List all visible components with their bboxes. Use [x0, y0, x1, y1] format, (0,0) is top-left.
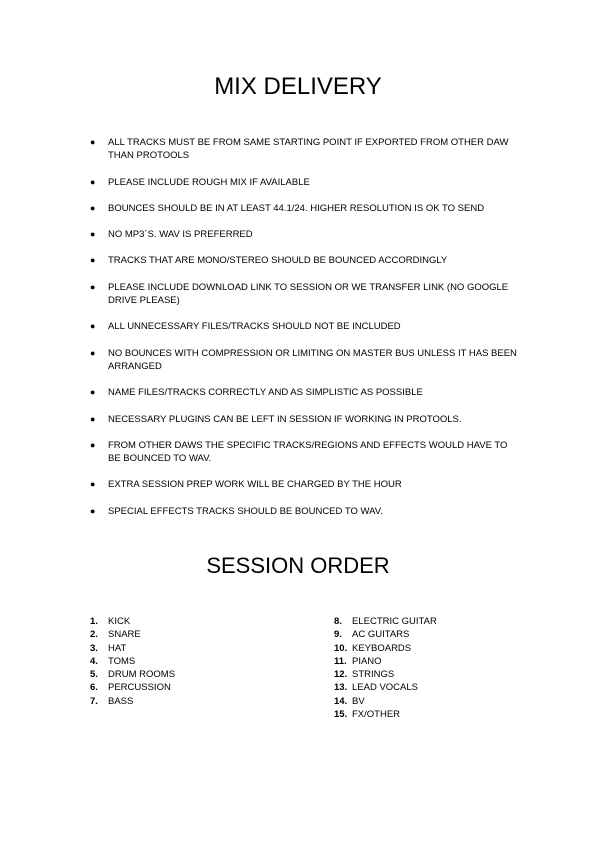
list-item-label: KEYBOARDS — [352, 642, 412, 654]
bullet-icon: ● — [90, 387, 96, 398]
delivery-requirements-list — [90, 136, 522, 531]
bullet-icon: ● — [90, 176, 96, 187]
list-item — [90, 202, 522, 215]
list-item — [334, 681, 437, 694]
list-item — [90, 281, 522, 308]
list-item-number: 2. — [90, 629, 98, 641]
bullet-icon: ● — [90, 413, 96, 424]
list-item-label: FX/OTHER — [352, 709, 401, 721]
list-item — [334, 628, 437, 641]
list-item-number: 10. — [334, 642, 348, 654]
bullet-icon: ● — [90, 321, 96, 332]
bullet-icon: ● — [90, 347, 96, 358]
list-item — [90, 413, 522, 426]
list-item-label: BV — [352, 695, 365, 707]
list-item — [334, 695, 437, 708]
list-item — [90, 668, 175, 681]
list-item-text: ALL TRACKS MUST BE FROM SAME STARTING POINT IF EXPORTED FROM OTHER DAW THAN PROTOOLS — [108, 137, 509, 162]
list-item-text: NAME FILES/TRACKS CORRECTLY AND AS SIMPLISTIC AS POSSIBLE — [108, 387, 423, 399]
list-item-label: STRINGS — [352, 669, 395, 681]
list-item — [334, 655, 437, 668]
list-item-label: BASS — [108, 695, 134, 707]
bullet-icon: ● — [90, 202, 96, 213]
list-item-number: 1. — [90, 616, 98, 627]
list-item-label: PERCUSSION — [108, 682, 171, 694]
list-item — [334, 642, 437, 655]
list-item — [90, 176, 522, 189]
list-item-text: NO MP3´S. WAV IS PREFERRED — [108, 229, 253, 241]
list-item-text: TRACKS THAT ARE MONO/STEREO SHOULD BE BOUNCED ACCORDINGLY — [108, 255, 448, 267]
list-item-text: PLEASE INCLUDE DOWNLOAD LINK TO SESSION OR WE TRANSFER LINK (NO GOOGLE DRIVE PLEASE) — [108, 281, 509, 307]
bullet-icon: ● — [90, 439, 96, 450]
list-item-label: AC GUITARS — [352, 629, 410, 641]
list-item-number: 5. — [90, 669, 98, 681]
list-item — [90, 695, 175, 708]
list-item — [90, 505, 522, 518]
list-item-label: DRUM ROOMS — [108, 669, 176, 681]
list-item-text: BOUNCES SHOULD BE IN AT LEAST 44.1/24. HIGHER RESOLUTION IS OK TO SEND — [108, 202, 485, 214]
session-order-left-column — [90, 615, 175, 708]
list-item-text: NO BOUNCES WITH COMPRESSION OR LIMITING ON MASTER BUS UNLESS IT HAS BEEN ARRANGED — [108, 347, 517, 372]
list-item-label: LEAD VOCALS — [352, 682, 418, 694]
list-item-number: 9. — [334, 629, 342, 641]
list-item-number: 4. — [90, 655, 98, 667]
bullet-icon: ● — [90, 255, 96, 266]
list-item — [90, 439, 522, 466]
list-item-label: PIANO — [352, 655, 382, 667]
list-item — [334, 708, 437, 721]
list-item-label: HAT — [108, 642, 127, 654]
list-item-number: 8. — [334, 616, 342, 627]
bullet-icon: ● — [90, 479, 96, 490]
list-item-text: PLEASE INCLUDE ROUGH MIX IF AVAILABLE — [108, 176, 310, 188]
list-item-text: SPECIAL EFFECTS TRACKS SHOULD BE BOUNCED TO WAV. — [108, 505, 383, 517]
list-item-number: 14. — [334, 695, 348, 707]
list-item-number: 15. — [334, 709, 348, 721]
list-item — [90, 628, 175, 641]
list-item — [90, 136, 522, 163]
list-item — [90, 655, 175, 668]
list-item — [90, 254, 522, 267]
list-item-label: TOMS — [108, 655, 136, 667]
list-item — [90, 347, 522, 374]
list-item-label: SNARE — [108, 629, 141, 641]
list-item-text: EXTRA SESSION PREP WORK WILL BE CHARGED BY THE HOUR — [108, 479, 402, 491]
list-item-label: ELECTRIC GUITAR — [352, 616, 437, 627]
list-item-number: 7. — [90, 695, 98, 707]
list-item-number: 6. — [90, 682, 98, 694]
bullet-icon: ● — [90, 229, 96, 240]
list-item — [90, 228, 522, 241]
list-item — [90, 320, 522, 333]
list-item — [90, 386, 522, 399]
list-item — [90, 642, 175, 655]
list-item-number: 3. — [90, 642, 98, 654]
session-order-right-column — [334, 615, 437, 721]
page-title: MIX DELIVERY — [214, 73, 382, 100]
list-item-text: ALL UNNECESSARY FILES/TRACKS SHOULD NOT BE INCLUDED — [108, 321, 401, 333]
list-item-text: NECESSARY PLUGINS CAN BE LEFT IN SESSION IF WORKING IN PROTOOLS. — [108, 413, 462, 425]
bullet-icon: ● — [90, 137, 96, 147]
list-item — [334, 615, 437, 628]
list-item-text: FROM OTHER DAWS THE SPECIFIC TRACKS/REGIONS AND EFFECTS WOULD HAVE TO BE BOUNCED TO WAV. — [108, 439, 508, 465]
list-item-number: 12. — [334, 669, 348, 681]
section-title: SESSION ORDER — [206, 553, 390, 578]
list-item — [90, 681, 175, 694]
bullet-icon: ● — [90, 281, 96, 292]
list-item — [90, 615, 175, 628]
list-item-number: 13. — [334, 682, 348, 694]
bullet-icon: ● — [90, 505, 96, 516]
list-item-number: 11. — [334, 655, 347, 667]
list-item — [334, 668, 437, 681]
list-item-label: KICK — [108, 616, 131, 627]
list-item — [90, 478, 522, 491]
